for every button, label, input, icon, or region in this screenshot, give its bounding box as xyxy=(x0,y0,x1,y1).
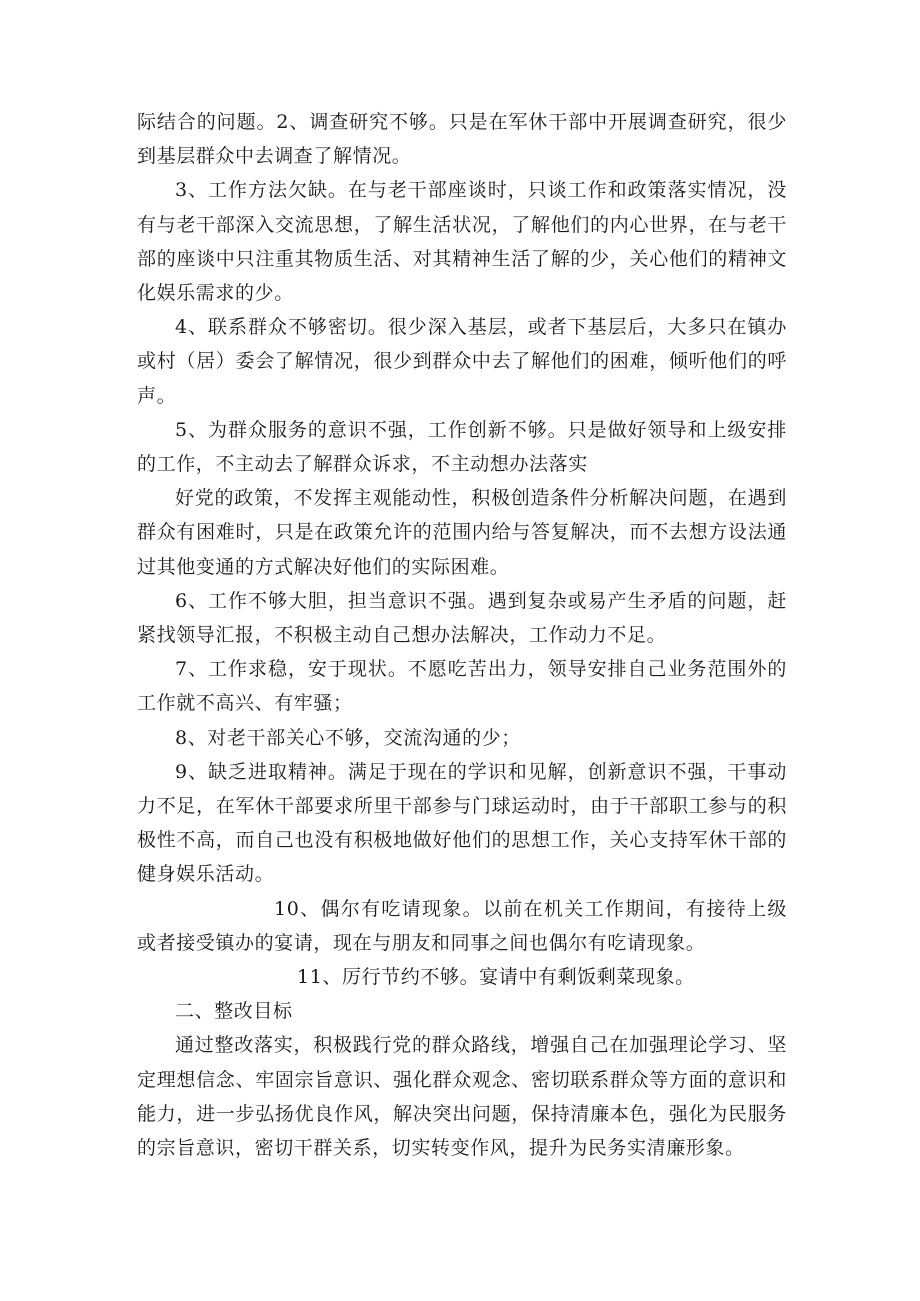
paragraph-goals: 通过整改落实，积极践行党的群众路线，增强自己在加强理论学习、坚定理想信念、牢固宗旨意识、强化群众观念、密切联系群众等方面的意识和能力，进一步弘扬优良作风，解决突出问题，保持清廉本色，强化为民服务的宗旨意识，密切干群关系，切实转变作风，提升为民务实清廉形象。 xyxy=(137,1034,787,1160)
paragraph-item-9: 9、缺乏进取精神。满足于现在的学识和见解，创新意识不强，干事动力不足，在军休干部要求所里干部参与门球运动时，由于干部职工参与的积极性不高，而自己也没有积极地做好他们的思想工作，关心支持军休干部的健身娱乐活动。 xyxy=(137,760,787,886)
paragraph-item-3: 3、工作方法欠缺。在与老干部座谈时，只谈工作和政策落实情况，没有与老干部深入交流思想，了解生活状况，了解他们的内心世界，在与老干部的座谈中只注重其物质生活、对其精神生活了解的少，关心他们的精神文化娱乐需求的少。 xyxy=(137,179,787,305)
paragraph-item-10: 10、偶尔有吃请现象。以前在机关工作期间，有接待上级或者接受镇办的宴请，现在与朋友和同事之间也偶尔有吃请现象。 xyxy=(137,897,787,954)
paragraph-item-4: 4、联系群众不够密切。很少深入基层，或者下基层后，大多只在镇办或村（居）委会了解情况，很少到群众中去了解他们的困难，倾听他们的呼声。 xyxy=(137,316,787,407)
document-body xyxy=(137,105,787,1165)
paragraph-item-8: 8、对老干部关心不够，交流沟通的少； xyxy=(175,726,521,749)
paragraph-item-5-continued: 好党的政策，不发挥主观能动性，积极创造条件分析解决问题，在遇到群众有困难时，只是在政策允许的范围内给与答复解决，而不去想方设法通过其他变通的方式解决好他们的实际困难。 xyxy=(137,487,787,578)
paragraph-item-5: 5、为群众服务的意识不强，工作创新不够。只是做好领导和上级安排的工作，不主动去了解群众诉求，不主动想办法落实 xyxy=(137,418,787,476)
section-heading-rectification-goals: 二、整改目标 xyxy=(175,1000,293,1023)
paragraph-continuation: 际结合的问题。2、调查研究不够。只是在军休干部中开展调查研究，很少到基层群众中去调查了解情况。 xyxy=(137,111,787,168)
paragraph-item-6: 6、工作不够大胆，担当意识不强。遇到复杂或易产生矛盾的问题，赶紧找领导汇报，不积极主动自己想办法解决，工作动力不足。 xyxy=(137,589,787,647)
paragraph-item-11: 11、厉行节约不够。宴请中有剩饭剩菜现象。 xyxy=(297,966,695,989)
paragraph-item-7: 7、工作求稳，安于现状。不愿吃苦出力，领导安排自己业务范围外的工作就不高兴、有牢骚； xyxy=(137,658,787,715)
